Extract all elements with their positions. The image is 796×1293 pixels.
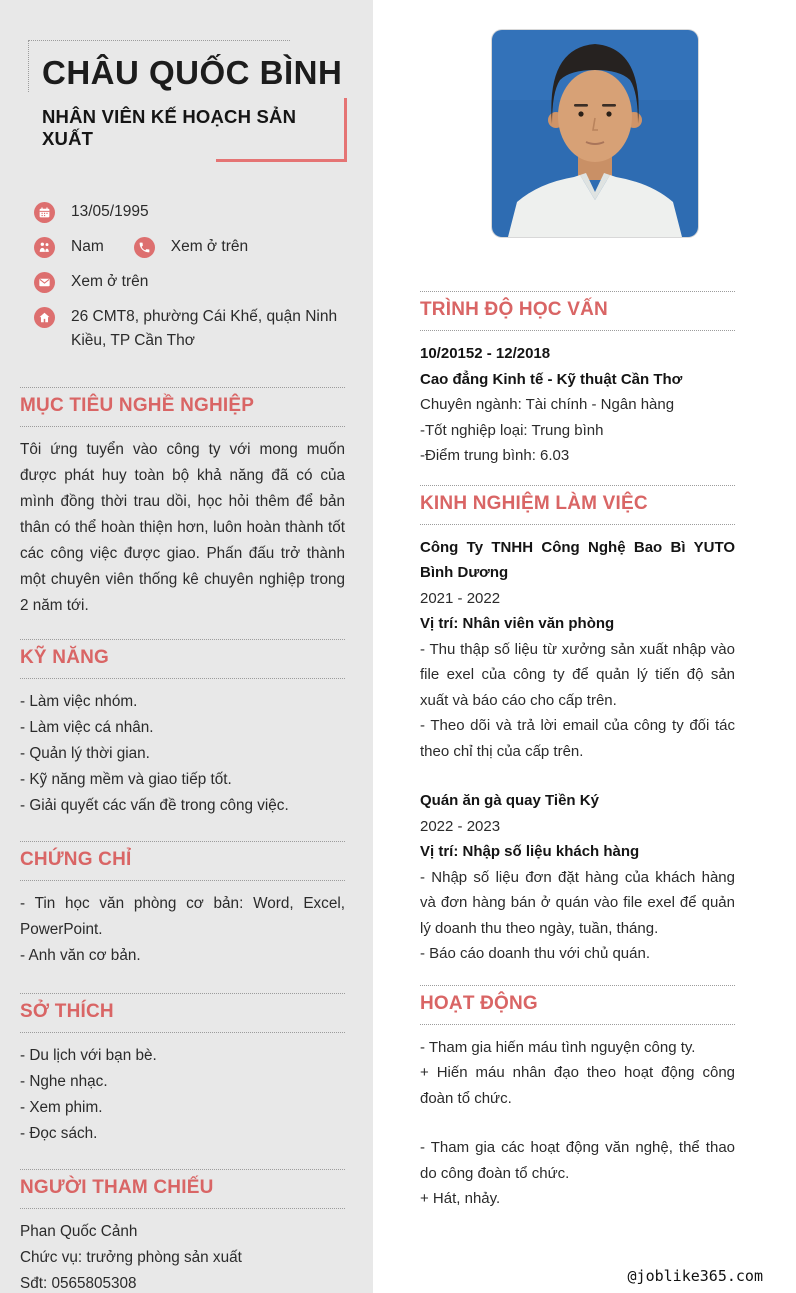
- sidebar: [0, 0, 373, 1293]
- education-grad-type: -Tốt nghiệp loại: Trung bình: [420, 421, 604, 439]
- list-item: - Nghe nhạc.: [20, 1073, 108, 1090]
- experience-body: [420, 525, 735, 967]
- accent-corner: [216, 98, 347, 162]
- job-position: Vị trí: Nhập số liệu khách hàng: [420, 843, 640, 860]
- list-item: - Theo dõi và trả lời email của công ty đối tác theo chỉ thị của cấp trên.: [420, 717, 735, 760]
- watermark: @joblike365.com: [627, 1267, 763, 1285]
- hobbies-list: [20, 1033, 345, 1147]
- list-item: + Hát, nhảy.: [420, 1190, 501, 1207]
- contact-row-dob: [34, 200, 345, 224]
- education-gpa: -Điểm trung bình: 6.03: [420, 447, 570, 464]
- list-item: - Du lịch với bạn bè.: [20, 1047, 157, 1064]
- address-value: 26 CMT8, phường Cái Khế, quận Ninh Kiều, TP Cần Thơ: [71, 308, 338, 349]
- list-item: Chức vụ: trưởng phòng sản xuất: [20, 1249, 242, 1266]
- certificates-list: [20, 881, 345, 969]
- list-item: - Tin học văn phòng cơ bản: Word, Excel, PowerPoint.: [20, 895, 345, 938]
- section-hobbies: [20, 993, 345, 1147]
- section-references: [20, 1169, 345, 1293]
- job-company: Quán ăn gà quay Tiền Ký: [420, 792, 599, 809]
- list-item: - Nhập số liệu đơn đặt hàng của khách hàng và đơn hàng bán ở quán vào file exel để quản lý doanh thu theo ngày, tuần, tháng.: [420, 868, 735, 937]
- section-education: [420, 291, 735, 469]
- section-title: TRÌNH ĐỘ HỌC VẤN: [420, 291, 735, 331]
- job-entry: [420, 788, 735, 967]
- contact-row-gender-phone: [34, 235, 345, 259]
- people-icon: [34, 237, 55, 258]
- dotted-corner-left: [28, 40, 29, 92]
- phone-icon: [134, 237, 155, 258]
- job-position: Vị trí: Nhân viên văn phòng: [420, 615, 615, 632]
- main-column: [373, 0, 796, 1293]
- job-period: 2021 - 2022: [420, 589, 501, 607]
- phone-pair: [134, 235, 248, 259]
- list-item: - Làm việc cá nhân.: [20, 719, 154, 736]
- education-period: 10/20152 - 12/2018: [420, 345, 551, 362]
- list-item: - Đọc sách.: [20, 1125, 98, 1142]
- list-item: - Làm việc nhóm.: [20, 693, 138, 710]
- section-activities: [420, 985, 735, 1212]
- contact-list: [34, 200, 345, 353]
- job-bullets: [420, 865, 735, 967]
- job-title-block: [42, 104, 345, 162]
- job-entry: [420, 535, 735, 765]
- education-school: Cao đẳng Kinh tế - Kỹ thuật Cần Thơ: [420, 370, 683, 388]
- dob-value: 13/05/1995: [71, 203, 149, 220]
- section-title: SỞ THÍCH: [20, 993, 345, 1033]
- list-item: - Giải quyết các vấn đề trong công việc.: [20, 797, 289, 814]
- education-body: [420, 331, 735, 469]
- gender-pair: [34, 235, 104, 259]
- activity-group: [420, 1135, 735, 1212]
- contact-row-email: [34, 270, 345, 294]
- profile-photo: [492, 30, 698, 237]
- section-title: KINH NGHIỆM LÀM VIỆC: [420, 485, 735, 525]
- list-item: - Báo cáo doanh thu với chủ quán.: [420, 945, 650, 962]
- objective-text: Tôi ứng tuyển vào công ty với mong muốn được phát huy toàn bộ khả năng đã có của mình đồng thời trau dồi, học hỏi thêm để bản thân có thể hoàn thiện hơn, luôn hoàn thành tốt các công việc được giao. Phấn đấu trở thành một chuyên viên thống kê chuyên nghiệp trong 2 năm tới.: [20, 441, 345, 614]
- list-item: + Hiến máu nhân đạo theo hoạt động công đoàn tổ chức.: [420, 1064, 735, 1107]
- list-item: - Thu thập số liệu từ xưởng sản xuất nhập vào file exel của công ty để quản lý tiến độ sản xuất và báo cáo cho cấp trên.: [420, 640, 735, 709]
- section-title: KỸ NĂNG: [20, 639, 345, 679]
- section-experience: [420, 485, 735, 967]
- name-block: [28, 40, 345, 162]
- activity-group: [420, 1035, 735, 1112]
- dotted-corner-top: [28, 40, 290, 41]
- job-company: Công Ty TNHH Công Nghệ Bao Bì YUTO Bình Dương: [420, 538, 735, 581]
- references-lines: [20, 1209, 345, 1293]
- job-period: 2022 - 2023: [420, 817, 501, 835]
- job-bullets: [420, 637, 735, 765]
- list-item: - Xem phim.: [20, 1099, 103, 1116]
- contact-row-address: [34, 305, 345, 353]
- section-title: MỤC TIÊU NGHỀ NGHIỆP: [20, 387, 345, 427]
- envelope-icon: [34, 272, 55, 293]
- section-certificates: [20, 841, 345, 969]
- list-item: - Tham gia các hoạt động văn nghệ, thể thao do công đoàn tổ chức.: [420, 1139, 735, 1182]
- skills-list: [20, 679, 345, 819]
- activities-body: [420, 1025, 735, 1212]
- home-icon: [34, 307, 55, 328]
- section-title: NGƯỜI THAM CHIẾU: [20, 1169, 345, 1209]
- section-title: HOẠT ĐỘNG: [420, 985, 735, 1025]
- gender-value: Nam: [71, 238, 104, 255]
- education-major: Chuyên ngành: Tài chính - Ngân hàng: [420, 396, 675, 413]
- list-item: Phan Quốc Cảnh: [20, 1223, 138, 1240]
- job-title: NHÂN VIÊN KẾ HOẠCH SẢN XUẤT: [42, 106, 297, 149]
- section-title: CHỨNG CHỈ: [20, 841, 345, 881]
- calendar-icon: [34, 202, 55, 223]
- list-item: Sđt: 0565805308: [20, 1275, 137, 1292]
- section-skills: [20, 639, 345, 819]
- list-item: - Anh văn cơ bản.: [20, 947, 141, 964]
- phone-value: Xem ở trên: [170, 238, 249, 255]
- list-item: - Kỹ năng mềm và giao tiếp tốt.: [20, 771, 232, 788]
- list-item: - Quản lý thời gian.: [20, 745, 150, 762]
- candidate-name: CHÂU QUỐC BÌNH: [42, 54, 343, 91]
- section-objective: [20, 387, 345, 619]
- email-value: Xem ở trên: [71, 273, 149, 290]
- list-item: - Tham gia hiến máu tình nguyện công ty.: [420, 1038, 696, 1056]
